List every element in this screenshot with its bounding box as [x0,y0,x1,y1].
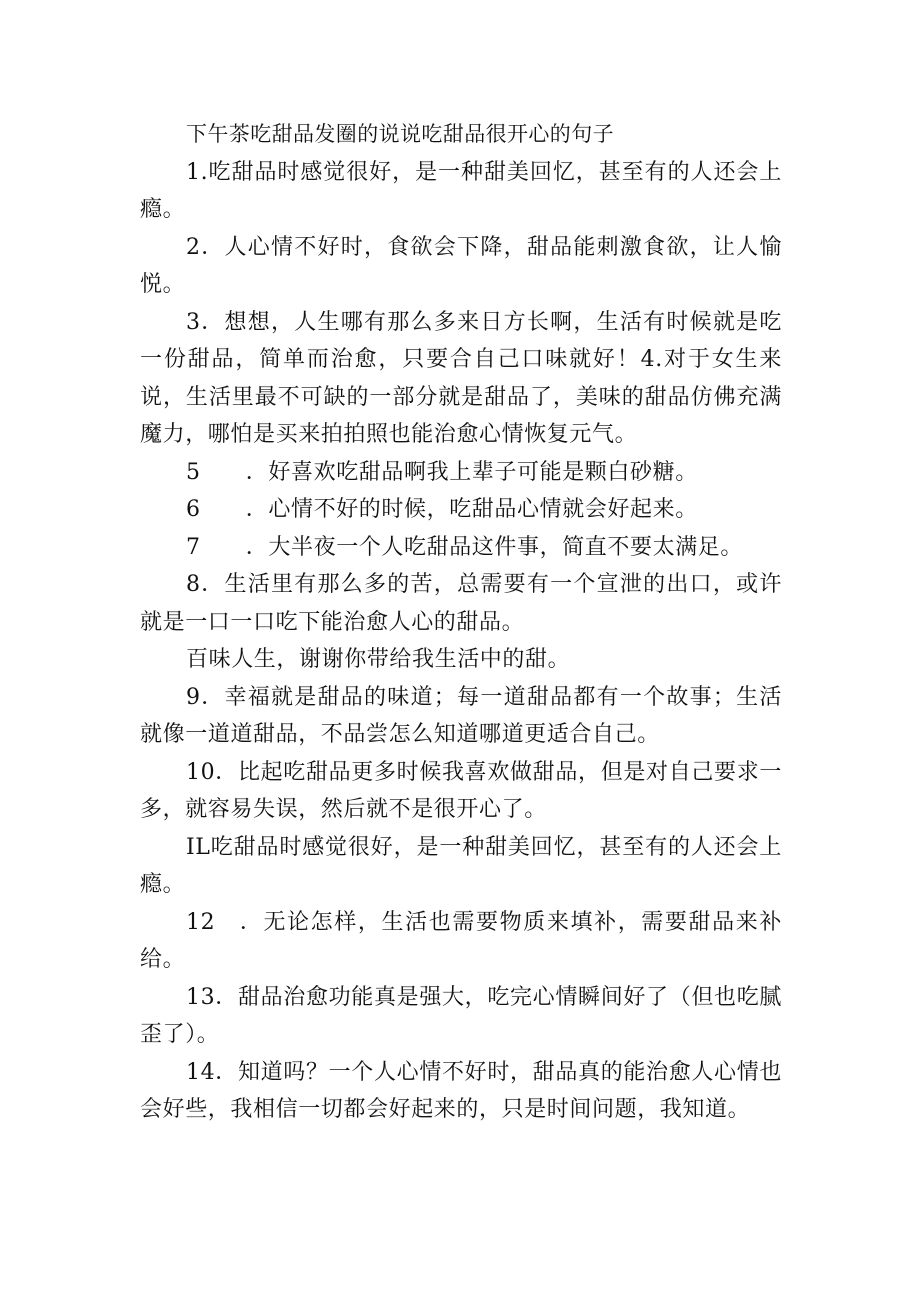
paragraph-5: 5 ．好喜欢吃甜品啊我上辈子可能是颗白砂糖。 [186,459,698,485]
document-body [140,116,782,1129]
paragraph-14: 14．知道吗？一个人心情不好时，甜品真的能治愈人心情也会好些，我相信一切都会好起来的，只是时间问题，我知道。 [140,1059,782,1122]
paragraph-3: 3．想想，人生哪有那么多来日方长啊，生活有时候就是吃一份甜品，简单而治愈，只要合自己口味就好！4.对于女生来说，生活里最不可缺的一部分就是甜品了，美味的甜品仿佛充满魔力，哪怕是买来拍拍照也能治愈心情恢复元气。 [140,309,782,447]
paragraph-13: 13．甜品治愈功能真是强大，吃完心情瞬间好了（但也吃腻歪了）。 [140,984,782,1047]
paragraph-7: 7 ．大半夜一个人吃甜品这件事，简直不要太满足。 [186,534,743,560]
paragraph-12: 12 ．无论怎样，生活也需要物质来填补，需要甜品来补给。 [140,909,782,972]
paragraph-9: 9．幸福就是甜品的味道；每一道甜品都有一个故事；生活就像一道道甜品，不品尝怎么知道哪道更适合自己。 [140,684,782,747]
paragraph-1: 1.吃甜品时感觉很好，是一种甜美回忆，甚至有的人还会上瘾。 [140,159,782,222]
paragraph-10: 10．比起吃甜品更多时候我喜欢做甜品，但是对自己要求一多，就容易失误，然后就不是很开心了。 [140,759,782,822]
paragraph-6: 6 ．心情不好的时候，吃甜品心情就会好起来。 [186,497,698,522]
paragraph-8: 8．生活里有那么多的苦，总需要有一个宣泄的出口，或许就是一口一口吃下能治愈人心的甜品。 [140,572,782,635]
document-title: 下午茶吃甜品发圈的说说吃甜品很开心的句子 [186,122,614,146]
paragraph-interlude: 百味人生，谢谢你带给我生活中的甜。 [186,647,571,672]
paragraph-11: IL吃甜品时感觉很好，是一种甜美回忆，甚至有的人还会上瘾。 [140,834,782,897]
paragraph-2: 2．人心情不好时，食欲会下降，甜品能刺激食欲，让人愉悦。 [140,234,782,297]
